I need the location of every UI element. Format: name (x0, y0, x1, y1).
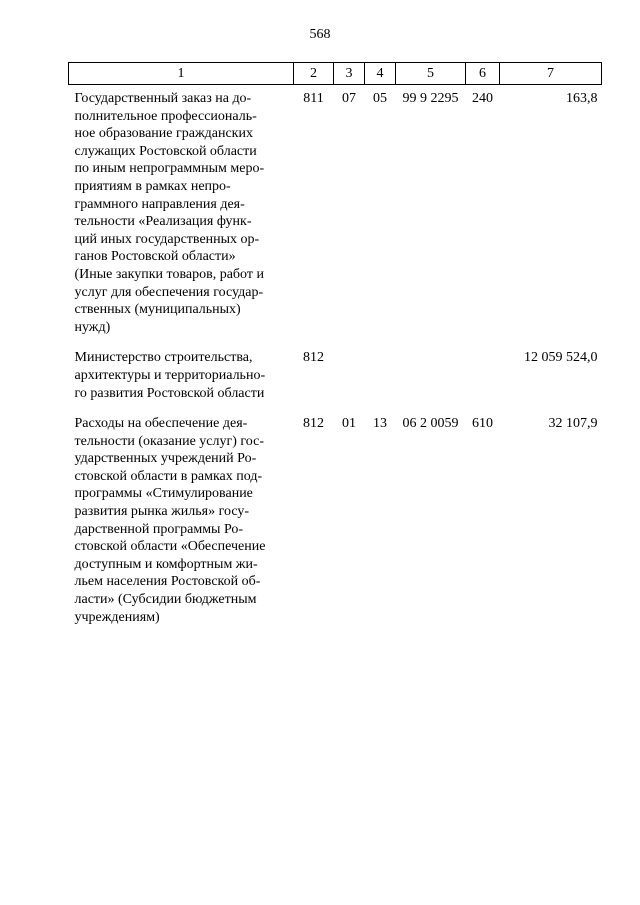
row-name-line: ударственных учреждений Ро- (74, 451, 257, 467)
row-name-line: приятиям в рамках непро- (74, 178, 231, 194)
row-name-line: льем населения Ростовской об- (74, 574, 261, 590)
row-name-line: дарственной программы Ро- (74, 521, 244, 537)
row-target-article (396, 349, 466, 415)
row-name-line: нужд) (74, 319, 111, 335)
row-name (69, 415, 294, 639)
row-name-line: стовской области в рамках под- (74, 468, 263, 484)
header-col-5: 5 (396, 63, 466, 85)
row-subsection: 05 (373, 91, 387, 106)
row-expense-type: 240 (472, 91, 493, 106)
row-name-line: тельности «Реализация функ- (74, 214, 252, 230)
row-name-line: го развития Ростовской области (74, 385, 265, 401)
row-name-line: учреждениям) (74, 609, 160, 625)
row-name-line: Государственный заказ на до- (74, 91, 252, 106)
row-name-line: ное образование гражданских (74, 126, 253, 142)
row-amount: 163,8 (566, 91, 598, 106)
row-name-line: ласти» (Субсидии бюджетным (74, 592, 257, 608)
row-name-line: программы «Стимулирование (74, 486, 253, 502)
table-header-row (69, 63, 602, 85)
row-name-line: по иным непрограммным меро- (74, 161, 265, 177)
row-name (69, 85, 294, 350)
row-ministry: 812 (303, 350, 324, 366)
row-name-line: ганов Ростовской области» (74, 249, 236, 265)
row-name-line: стовской области «Обеспечение (74, 539, 266, 555)
row-ministry: 812 (303, 416, 324, 432)
table-row (69, 349, 602, 415)
row-name-line: полнительное профессиональ- (74, 108, 257, 124)
row-name-line: Расходы на обеспечение дея- (74, 416, 248, 432)
row-name-line: ций иных государственных ор- (74, 231, 260, 247)
row-name-line: развития рынка жилья» госу- (74, 504, 250, 520)
table-row (69, 85, 602, 350)
row-expense-type: 610 (472, 416, 493, 432)
budget-table (68, 62, 602, 639)
row-section (334, 349, 365, 415)
row-ministry: 811 (303, 91, 324, 106)
row-name-line: услуг для обеспечения государ- (74, 284, 264, 300)
row-subsection: 13 (373, 416, 387, 432)
header-col-4: 4 (365, 63, 396, 85)
row-name-line: Министерство строительства, (74, 350, 253, 366)
row-name-line: ственных (муниципальных) (74, 302, 241, 318)
header-col-2: 2 (294, 63, 334, 85)
row-name-line: доступным и комфортным жи- (74, 556, 258, 572)
header-col-1: 1 (69, 63, 294, 85)
row-name (69, 349, 294, 415)
header-col-7: 7 (500, 63, 602, 85)
header-col-3: 3 (334, 63, 365, 85)
row-name-line: служащих Ростовской области (74, 143, 257, 159)
row-amount: 12 059 524,0 (524, 350, 598, 366)
row-amount: 32 107,9 (548, 416, 598, 432)
row-subsection (365, 349, 396, 415)
row-target-article: 99 9 2295 (402, 91, 459, 106)
row-expense-type (466, 349, 500, 415)
row-name-line: тельности (оказание услуг) гос- (74, 433, 264, 449)
row-section: 07 (342, 91, 356, 106)
row-section: 01 (342, 416, 356, 432)
row-name-line: граммного направления дея- (74, 196, 245, 212)
row-name-line: архитектуры и территориально- (74, 367, 266, 383)
row-target-article: 06 2 0059 (402, 416, 459, 432)
table-row (69, 415, 602, 639)
page-number: 568 (309, 27, 331, 42)
header-col-6: 6 (466, 63, 500, 85)
row-name-line: (Иные закупки товаров, работ и (74, 266, 264, 282)
